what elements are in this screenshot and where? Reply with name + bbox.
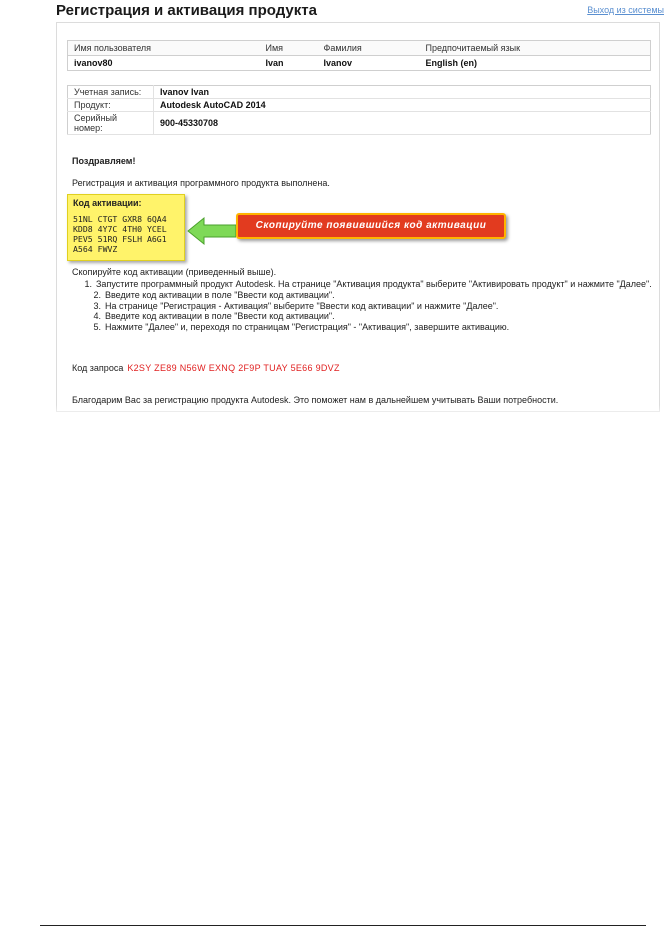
instruction-step [72, 322, 654, 333]
serial-row [68, 112, 651, 135]
activation-code-line: KDD8 4Y7C 4TH0 YCEL [73, 224, 167, 234]
page-title: Регистрация и активация продукта [56, 2, 317, 19]
header-language: Предпочитаемый язык [420, 41, 651, 56]
request-code-line [72, 363, 340, 373]
step-text: Нажмите "Далее" и, переходя по страницам "Регистрация" - "Активация", завершите активацию. [105, 322, 510, 333]
serial-value: 900-45330708 [154, 112, 651, 135]
user-table-row [68, 56, 651, 71]
user-table-header-row [68, 41, 651, 56]
logout-link[interactable]: Выход из системы [587, 5, 664, 15]
activation-code-box [67, 194, 185, 261]
step-number: 1. [84, 279, 92, 289]
step-text: Введите код активации в поле "Ввести код активации". [105, 289, 335, 300]
instruction-step [72, 301, 654, 312]
instruction-step [72, 311, 654, 322]
step-number: 4. [93, 311, 101, 322]
value-username: ivanov80 [74, 58, 113, 68]
user-info-table [67, 40, 651, 71]
header-last-name: Фамилия [318, 41, 420, 56]
page-divider [40, 925, 646, 926]
completion-message: Регистрация и активация программного продукта выполнена. [72, 178, 330, 188]
header-first-name: Имя [260, 41, 318, 56]
activation-code-line: PEV5 51RQ FSLH A6G1 [73, 234, 167, 244]
activation-code-line: A564 FWVZ [73, 244, 118, 254]
step-text: На странице "Регистрация - Активация" выберите "Ввести код активации" и нажмите "Далее". [105, 300, 499, 311]
step-number: 3. [93, 300, 101, 311]
copy-code-callout: Скопируйте появившийся код активации [236, 213, 506, 239]
account-info-table [67, 85, 651, 135]
account-row [68, 86, 651, 99]
value-last-name: Ivanov [323, 58, 353, 68]
instruction-step [72, 290, 654, 301]
account-label: Учетная запись: [68, 86, 154, 99]
header-username: Имя пользователя [68, 41, 260, 56]
instruction-step [72, 279, 654, 290]
product-row [68, 99, 651, 112]
serial-label: Серийный номер: [68, 112, 154, 135]
activation-code[interactable] [73, 214, 179, 254]
value-language: English (en) [425, 58, 477, 68]
product-label: Продукт: [68, 99, 154, 112]
step-text: Введите код активации в поле "Ввести код активации". [105, 311, 335, 322]
congrats-heading: Поздравляем! [72, 156, 136, 166]
step-number: 5. [93, 322, 101, 333]
request-code-value[interactable]: K2SY ZE89 N56W EXNQ 2F9P TUAY 5E66 9DVZ [127, 363, 340, 373]
activation-code-title: Код активации: [73, 198, 142, 208]
request-code-label: Код запроса [72, 363, 124, 373]
account-value: Ivanov Ivan [154, 86, 651, 99]
step-number: 2. [93, 289, 101, 300]
frame-fade [56, 405, 660, 419]
instruction-steps [72, 279, 654, 333]
step-text: Запустите программный продукт Autodesk. На странице "Активация продукта" выберите "Активировать продукт" и нажмите "Далее". [96, 279, 652, 289]
thanks-message: Благодарим Вас за регистрацию продукта Autodesk. Это поможет нам в дальнейшем учитывать Ваши потребности. [72, 395, 559, 405]
product-value: Autodesk AutoCAD 2014 [154, 99, 651, 112]
instructions-intro: Скопируйте код активации (приведенный выше). [72, 267, 277, 277]
activation-code-line: 51NL CTGT GXR8 6QA4 [73, 214, 167, 224]
arrow-left-icon [186, 214, 236, 248]
value-first-name: Ivan [265, 58, 284, 68]
